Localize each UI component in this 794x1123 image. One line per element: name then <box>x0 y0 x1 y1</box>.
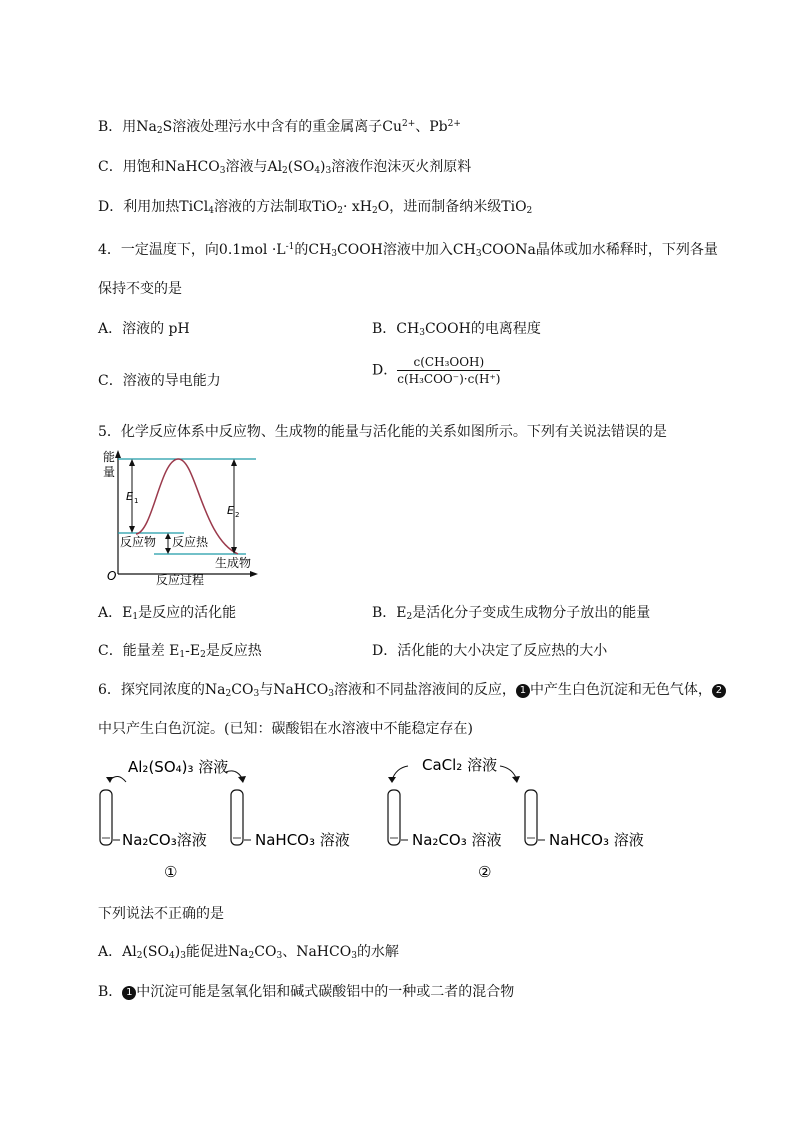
tube-2-label: NaHCO₃ 溶液 <box>255 831 350 849</box>
circled-2: 2 <box>712 684 726 698</box>
x-label: 反应过程 <box>156 573 205 587</box>
reactant-label: 反应物 <box>120 535 157 549</box>
e2-label: E <box>227 504 234 517</box>
q6-option-a: A．$Al_2(SO_4)_3$能促进$Na_2CO_3$、NaHCO$_3$的水解 <box>98 944 399 961</box>
q3-option-d: D．利用加热TiCl$_4$溶液的方法制取$TiO_2\cdot xH_2O$，进而制备纳米级TiO$_2$ <box>98 199 533 216</box>
ratio-fraction: $\frac{\text{c(CH₃OOH)}}{\text{c(H₃COO⁻)·c(H⁺)}}$ <box>397 355 501 386</box>
y-axis-arrow <box>115 450 121 458</box>
e1-label: E <box>126 490 133 503</box>
x-axis-arrow <box>250 571 258 577</box>
q5-option-a: A．$E_1$是反应的活化能 <box>98 605 237 622</box>
right-arrow-2 <box>500 766 516 778</box>
energy-diagram <box>98 446 268 588</box>
tube-1 <box>100 790 112 845</box>
y-label-2: 量 <box>103 465 116 479</box>
q5-option-b: B．$E_2$是活化分子变成生成物分子放出的能量 <box>372 605 651 622</box>
group-1-label: ① <box>164 863 178 881</box>
svg-text:2: 2 <box>235 511 240 519</box>
tube-3-label: Na₂CO₃ 溶液 <box>412 831 502 849</box>
origin-label: O <box>107 569 117 583</box>
svg-text:1: 1 <box>134 497 139 505</box>
q4-option-c: C．溶液的导电能力 <box>98 373 221 389</box>
circled-1: 1 <box>516 684 530 698</box>
q6-option-b: B． 1 中沉淀可能是氢氧化铝和碱式碳酸铝中的一种或二者的混合物 <box>98 984 515 1000</box>
q4-stem-line2: 保持不变的是 <box>98 281 182 297</box>
q5-option-c: C．能量差 $E_1-E_2$是反应热 <box>98 643 262 660</box>
product-label: 生成物 <box>215 556 252 570</box>
q5-option-d: D．活化能的大小决定了反应热的大小 <box>372 643 608 659</box>
left-reagent: Al₂(SO₄)₃ 溶液 <box>128 758 229 776</box>
circled-1-ref: 1 <box>122 986 136 1000</box>
q6-stem-line1: 6．探究同浓度的$Na_2CO_3$与NaHCO$_3$溶液和不同盐溶液间的反应， 1 中产生白色沉淀和无色气体， 2 <box>98 679 726 699</box>
heat-label: 反应热 <box>172 535 209 549</box>
q5-stem: 5．化学反应体系中反应物、生成物的能量与活化能的关系如图所示。下列有关说法错误的是 <box>98 424 667 440</box>
group-2-label: ② <box>478 863 492 881</box>
q4-option-b: B．$CH_3COOH$的电离程度 <box>372 321 541 338</box>
q4-stem-line1: 4．一定温度下，向$0.1mol \cdot L^{-1}$的$CH_3COOH$溶液中加入$CH_3COONa$晶体或加水稀释时，下列各量 <box>98 242 718 259</box>
tube-1-label: Na₂CO₃溶液 <box>122 831 207 849</box>
q3-option-c: C．用饱和NaHCO$_3$溶液与$Al_2(SO_4)_3$溶液作泡沫灭火剂原料 <box>98 159 472 176</box>
tube-4-label: NaHCO₃ 溶液 <box>549 831 644 849</box>
tube-2 <box>231 790 243 845</box>
y-label-1: 能 <box>103 450 116 464</box>
tube-3 <box>388 790 400 845</box>
q6-sub-stem: 下列说法不正确的是 <box>98 906 224 922</box>
test-tube-figure <box>96 750 656 885</box>
q6-stem-line2: 中只产生白色沉淀。(已知：碳酸铝在水溶液中不能稳定存在) <box>98 721 473 737</box>
tube-4 <box>525 790 537 845</box>
q4-option-d: D． $\frac{\text{c(CH₃OOH)}}{\text{c(H₃COO⁻)·c(H⁺)}}$ <box>372 355 501 386</box>
q3-option-b: B．用$Na_2S$溶液处理污水中含有的重金属离子$Cu^{2+}$、$Pb^{2+}$ <box>98 119 461 136</box>
q4-option-a: A．溶液的 pH <box>98 321 190 337</box>
right-reagent: CaCl₂ 溶液 <box>422 756 498 774</box>
